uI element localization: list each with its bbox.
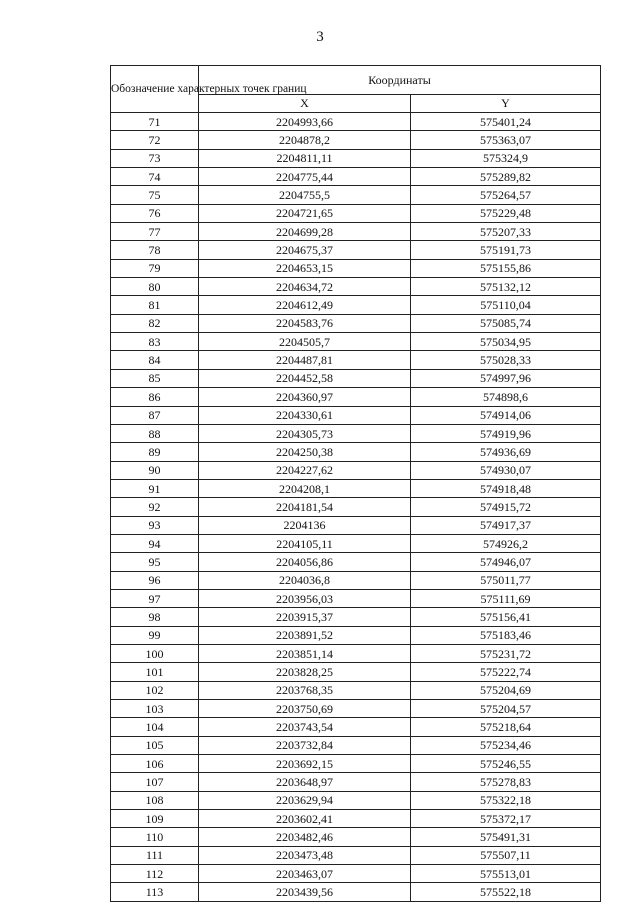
x-coordinate-cell: 2203851,14 bbox=[199, 644, 411, 662]
y-coordinate-cell: 574930,07 bbox=[411, 461, 601, 479]
y-coordinate-cell: 574918,48 bbox=[411, 479, 601, 497]
point-number-cell: 100 bbox=[111, 644, 199, 662]
table-row bbox=[111, 204, 601, 222]
y-coordinate-cell: 575207,33 bbox=[411, 223, 601, 241]
point-number-cell: 85 bbox=[111, 369, 199, 387]
table-row bbox=[111, 626, 601, 644]
x-coordinate-cell: 2204056,86 bbox=[199, 553, 411, 571]
x-coordinate-cell: 2204036,8 bbox=[199, 571, 411, 589]
y-coordinate-cell: 575229,48 bbox=[411, 204, 601, 222]
point-number-cell: 95 bbox=[111, 553, 199, 571]
x-coordinate-cell: 2204136 bbox=[199, 516, 411, 534]
y-coordinate-cell: 574919,96 bbox=[411, 424, 601, 442]
y-coordinate-cell: 575522,18 bbox=[411, 883, 601, 901]
y-coordinate-cell: 575110,04 bbox=[411, 296, 601, 314]
y-coordinate-cell: 574936,69 bbox=[411, 443, 601, 461]
y-coordinate-cell: 575401,24 bbox=[411, 113, 601, 131]
x-coordinate-cell: 2203915,37 bbox=[199, 608, 411, 626]
y-coordinate-cell: 574914,06 bbox=[411, 406, 601, 424]
point-number-cell: 99 bbox=[111, 626, 199, 644]
point-number-cell: 89 bbox=[111, 443, 199, 461]
x-coordinate-cell: 2203648,97 bbox=[199, 773, 411, 791]
point-number-cell: 87 bbox=[111, 406, 199, 424]
x-coordinate-cell: 2204993,66 bbox=[199, 113, 411, 131]
y-coordinate-cell: 575204,69 bbox=[411, 681, 601, 699]
table-row bbox=[111, 259, 601, 277]
x-coordinate-cell: 2203956,03 bbox=[199, 589, 411, 607]
x-coordinate-cell: 2204634,72 bbox=[199, 278, 411, 296]
y-coordinate-cell: 575111,69 bbox=[411, 589, 601, 607]
point-number-cell: 108 bbox=[111, 791, 199, 809]
point-number-cell: 77 bbox=[111, 223, 199, 241]
point-number-cell: 75 bbox=[111, 186, 199, 204]
table-row bbox=[111, 461, 601, 479]
table-row bbox=[111, 571, 601, 589]
table-row bbox=[111, 369, 601, 387]
point-number-cell: 84 bbox=[111, 351, 199, 369]
table-row bbox=[111, 241, 601, 259]
x-coordinate-cell: 2203828,25 bbox=[199, 663, 411, 681]
point-number-cell: 76 bbox=[111, 204, 199, 222]
y-coordinate-cell: 574917,37 bbox=[411, 516, 601, 534]
coordinates-header: Координаты bbox=[199, 66, 601, 95]
y-coordinate-cell: 575204,57 bbox=[411, 700, 601, 718]
table-row bbox=[111, 296, 601, 314]
x-coordinate-cell: 2203732,84 bbox=[199, 736, 411, 754]
x-coordinate-cell: 2204583,76 bbox=[199, 314, 411, 332]
page-number: 3 bbox=[316, 29, 324, 45]
point-number-cell: 94 bbox=[111, 534, 199, 552]
table-row bbox=[111, 498, 601, 516]
x-coordinate-cell: 2204208,1 bbox=[199, 479, 411, 497]
x-coordinate-cell: 2203692,15 bbox=[199, 755, 411, 773]
table-row bbox=[111, 755, 601, 773]
y-coordinate-cell: 575034,95 bbox=[411, 333, 601, 351]
x-coordinate-cell: 2203473,48 bbox=[199, 846, 411, 864]
table-row bbox=[111, 168, 601, 186]
point-number-cell: 74 bbox=[111, 168, 199, 186]
y-coordinate-cell: 575507,11 bbox=[411, 846, 601, 864]
table-row bbox=[111, 608, 601, 626]
table-row bbox=[111, 278, 601, 296]
y-coordinate-cell: 575246,55 bbox=[411, 755, 601, 773]
point-number-cell: 83 bbox=[111, 333, 199, 351]
table-row bbox=[111, 516, 601, 534]
point-number-cell: 113 bbox=[111, 883, 199, 901]
x-coordinate-cell: 2204811,11 bbox=[199, 149, 411, 167]
table-row bbox=[111, 388, 601, 406]
x-coordinate-cell: 2204653,15 bbox=[199, 259, 411, 277]
table-row bbox=[111, 644, 601, 662]
table-row bbox=[111, 443, 601, 461]
point-number-cell: 90 bbox=[111, 461, 199, 479]
x-coordinate-cell: 2204487,81 bbox=[199, 351, 411, 369]
x-coordinate-cell: 2204721,65 bbox=[199, 204, 411, 222]
point-number-cell: 98 bbox=[111, 608, 199, 626]
x-coordinate-cell: 2204878,2 bbox=[199, 131, 411, 149]
y-coordinate-cell: 575191,73 bbox=[411, 241, 601, 259]
x-coordinate-cell: 2204330,61 bbox=[199, 406, 411, 424]
x-column-header: X bbox=[199, 95, 411, 113]
y-coordinate-cell: 575132,12 bbox=[411, 278, 601, 296]
x-coordinate-cell: 2204775,44 bbox=[199, 168, 411, 186]
point-number-cell: 112 bbox=[111, 865, 199, 883]
x-coordinate-cell: 2204755,5 bbox=[199, 186, 411, 204]
point-number-cell: 73 bbox=[111, 149, 199, 167]
point-number-cell: 88 bbox=[111, 424, 199, 442]
x-coordinate-cell: 2204612,49 bbox=[199, 296, 411, 314]
point-number-cell: 72 bbox=[111, 131, 199, 149]
table-row bbox=[111, 149, 601, 167]
y-coordinate-cell: 575322,18 bbox=[411, 791, 601, 809]
x-coordinate-cell: 2204699,28 bbox=[199, 223, 411, 241]
table-row bbox=[111, 553, 601, 571]
x-coordinate-cell: 2203602,41 bbox=[199, 810, 411, 828]
table-row bbox=[111, 406, 601, 424]
y-coordinate-cell: 575234,46 bbox=[411, 736, 601, 754]
x-coordinate-cell: 2204360,97 bbox=[199, 388, 411, 406]
y-coordinate-cell: 575289,82 bbox=[411, 168, 601, 186]
y-coordinate-cell: 575155,86 bbox=[411, 259, 601, 277]
point-number-cell: 105 bbox=[111, 736, 199, 754]
y-coordinate-cell: 575324,9 bbox=[411, 149, 601, 167]
y-coordinate-cell: 575222,74 bbox=[411, 663, 601, 681]
table-row bbox=[111, 131, 601, 149]
table-row bbox=[111, 736, 601, 754]
point-number-cell: 91 bbox=[111, 479, 199, 497]
y-coordinate-cell: 575183,46 bbox=[411, 626, 601, 644]
y-coordinate-cell: 574946,07 bbox=[411, 553, 601, 571]
table-row bbox=[111, 479, 601, 497]
point-number-cell: 102 bbox=[111, 681, 199, 699]
y-coordinate-cell: 575156,41 bbox=[411, 608, 601, 626]
point-number-cell: 96 bbox=[111, 571, 199, 589]
x-coordinate-cell: 2204105,11 bbox=[199, 534, 411, 552]
x-coordinate-cell: 2203439,56 bbox=[199, 883, 411, 901]
y-coordinate-cell: 574997,96 bbox=[411, 369, 601, 387]
x-coordinate-cell: 2203891,52 bbox=[199, 626, 411, 644]
point-number-cell: 111 bbox=[111, 846, 199, 864]
point-number-cell: 106 bbox=[111, 755, 199, 773]
point-number-cell: 86 bbox=[111, 388, 199, 406]
x-coordinate-cell: 2203482,46 bbox=[199, 828, 411, 846]
x-coordinate-cell: 2204452,58 bbox=[199, 369, 411, 387]
table-row bbox=[111, 846, 601, 864]
y-coordinate-cell: 574926,2 bbox=[411, 534, 601, 552]
y-coordinate-cell: 575011,77 bbox=[411, 571, 601, 589]
table-row bbox=[111, 534, 601, 552]
table-row bbox=[111, 589, 601, 607]
y-coordinate-cell: 574915,72 bbox=[411, 498, 601, 516]
y-coordinate-cell: 575264,57 bbox=[411, 186, 601, 204]
table-row bbox=[111, 223, 601, 241]
table-row bbox=[111, 810, 601, 828]
table-row bbox=[111, 718, 601, 736]
y-coordinate-cell: 575363,07 bbox=[411, 131, 601, 149]
x-coordinate-cell: 2203750,69 bbox=[199, 700, 411, 718]
y-coordinate-cell: 575218,64 bbox=[411, 718, 601, 736]
table-row bbox=[111, 681, 601, 699]
y-coordinate-cell: 574898,6 bbox=[411, 388, 601, 406]
y-coordinate-cell: 575231,72 bbox=[411, 644, 601, 662]
point-number-cell: 93 bbox=[111, 516, 199, 534]
y-coordinate-cell: 575028,33 bbox=[411, 351, 601, 369]
point-number-cell: 81 bbox=[111, 296, 199, 314]
y-column-header: Y bbox=[411, 95, 601, 113]
point-number-cell: 92 bbox=[111, 498, 199, 516]
point-number-cell: 109 bbox=[111, 810, 199, 828]
point-number-cell: 80 bbox=[111, 278, 199, 296]
table-row bbox=[111, 663, 601, 681]
y-coordinate-cell: 575372,17 bbox=[411, 810, 601, 828]
table-row bbox=[111, 791, 601, 809]
point-number-cell: 82 bbox=[111, 314, 199, 332]
table-row bbox=[111, 186, 601, 204]
table-row bbox=[111, 865, 601, 883]
point-number-cell: 97 bbox=[111, 589, 199, 607]
point-number-cell: 107 bbox=[111, 773, 199, 791]
point-number-cell: 101 bbox=[111, 663, 199, 681]
table-row bbox=[111, 314, 601, 332]
x-coordinate-cell: 2204505,7 bbox=[199, 333, 411, 351]
point-number-cell: 103 bbox=[111, 700, 199, 718]
y-coordinate-cell: 575278,83 bbox=[411, 773, 601, 791]
y-coordinate-cell: 575491,31 bbox=[411, 828, 601, 846]
table-body bbox=[111, 113, 601, 902]
point-number-cell: 110 bbox=[111, 828, 199, 846]
table-row bbox=[111, 773, 601, 791]
x-coordinate-cell: 2203463,07 bbox=[199, 865, 411, 883]
x-coordinate-cell: 2204227,62 bbox=[199, 461, 411, 479]
table-row bbox=[111, 333, 601, 351]
table-row bbox=[111, 424, 601, 442]
x-coordinate-cell: 2204181,54 bbox=[199, 498, 411, 516]
table-row bbox=[111, 351, 601, 369]
table-row bbox=[111, 113, 601, 131]
point-number-cell: 71 bbox=[111, 113, 199, 131]
point-number-cell: 78 bbox=[111, 241, 199, 259]
table-row bbox=[111, 883, 601, 901]
x-coordinate-cell: 2203743,54 bbox=[199, 718, 411, 736]
x-coordinate-cell: 2203629,94 bbox=[199, 791, 411, 809]
table-row bbox=[111, 828, 601, 846]
y-coordinate-cell: 575513,01 bbox=[411, 865, 601, 883]
table-row bbox=[111, 700, 601, 718]
point-designation-header: Обозначение характерных точек границ bbox=[111, 66, 199, 113]
point-number-cell: 104 bbox=[111, 718, 199, 736]
x-coordinate-cell: 2204250,38 bbox=[199, 443, 411, 461]
x-coordinate-cell: 2204675,37 bbox=[199, 241, 411, 259]
coordinates-table bbox=[110, 65, 601, 902]
x-coordinate-cell: 2203768,35 bbox=[199, 681, 411, 699]
x-coordinate-cell: 2204305,73 bbox=[199, 424, 411, 442]
point-number-cell: 79 bbox=[111, 259, 199, 277]
y-coordinate-cell: 575085,74 bbox=[411, 314, 601, 332]
